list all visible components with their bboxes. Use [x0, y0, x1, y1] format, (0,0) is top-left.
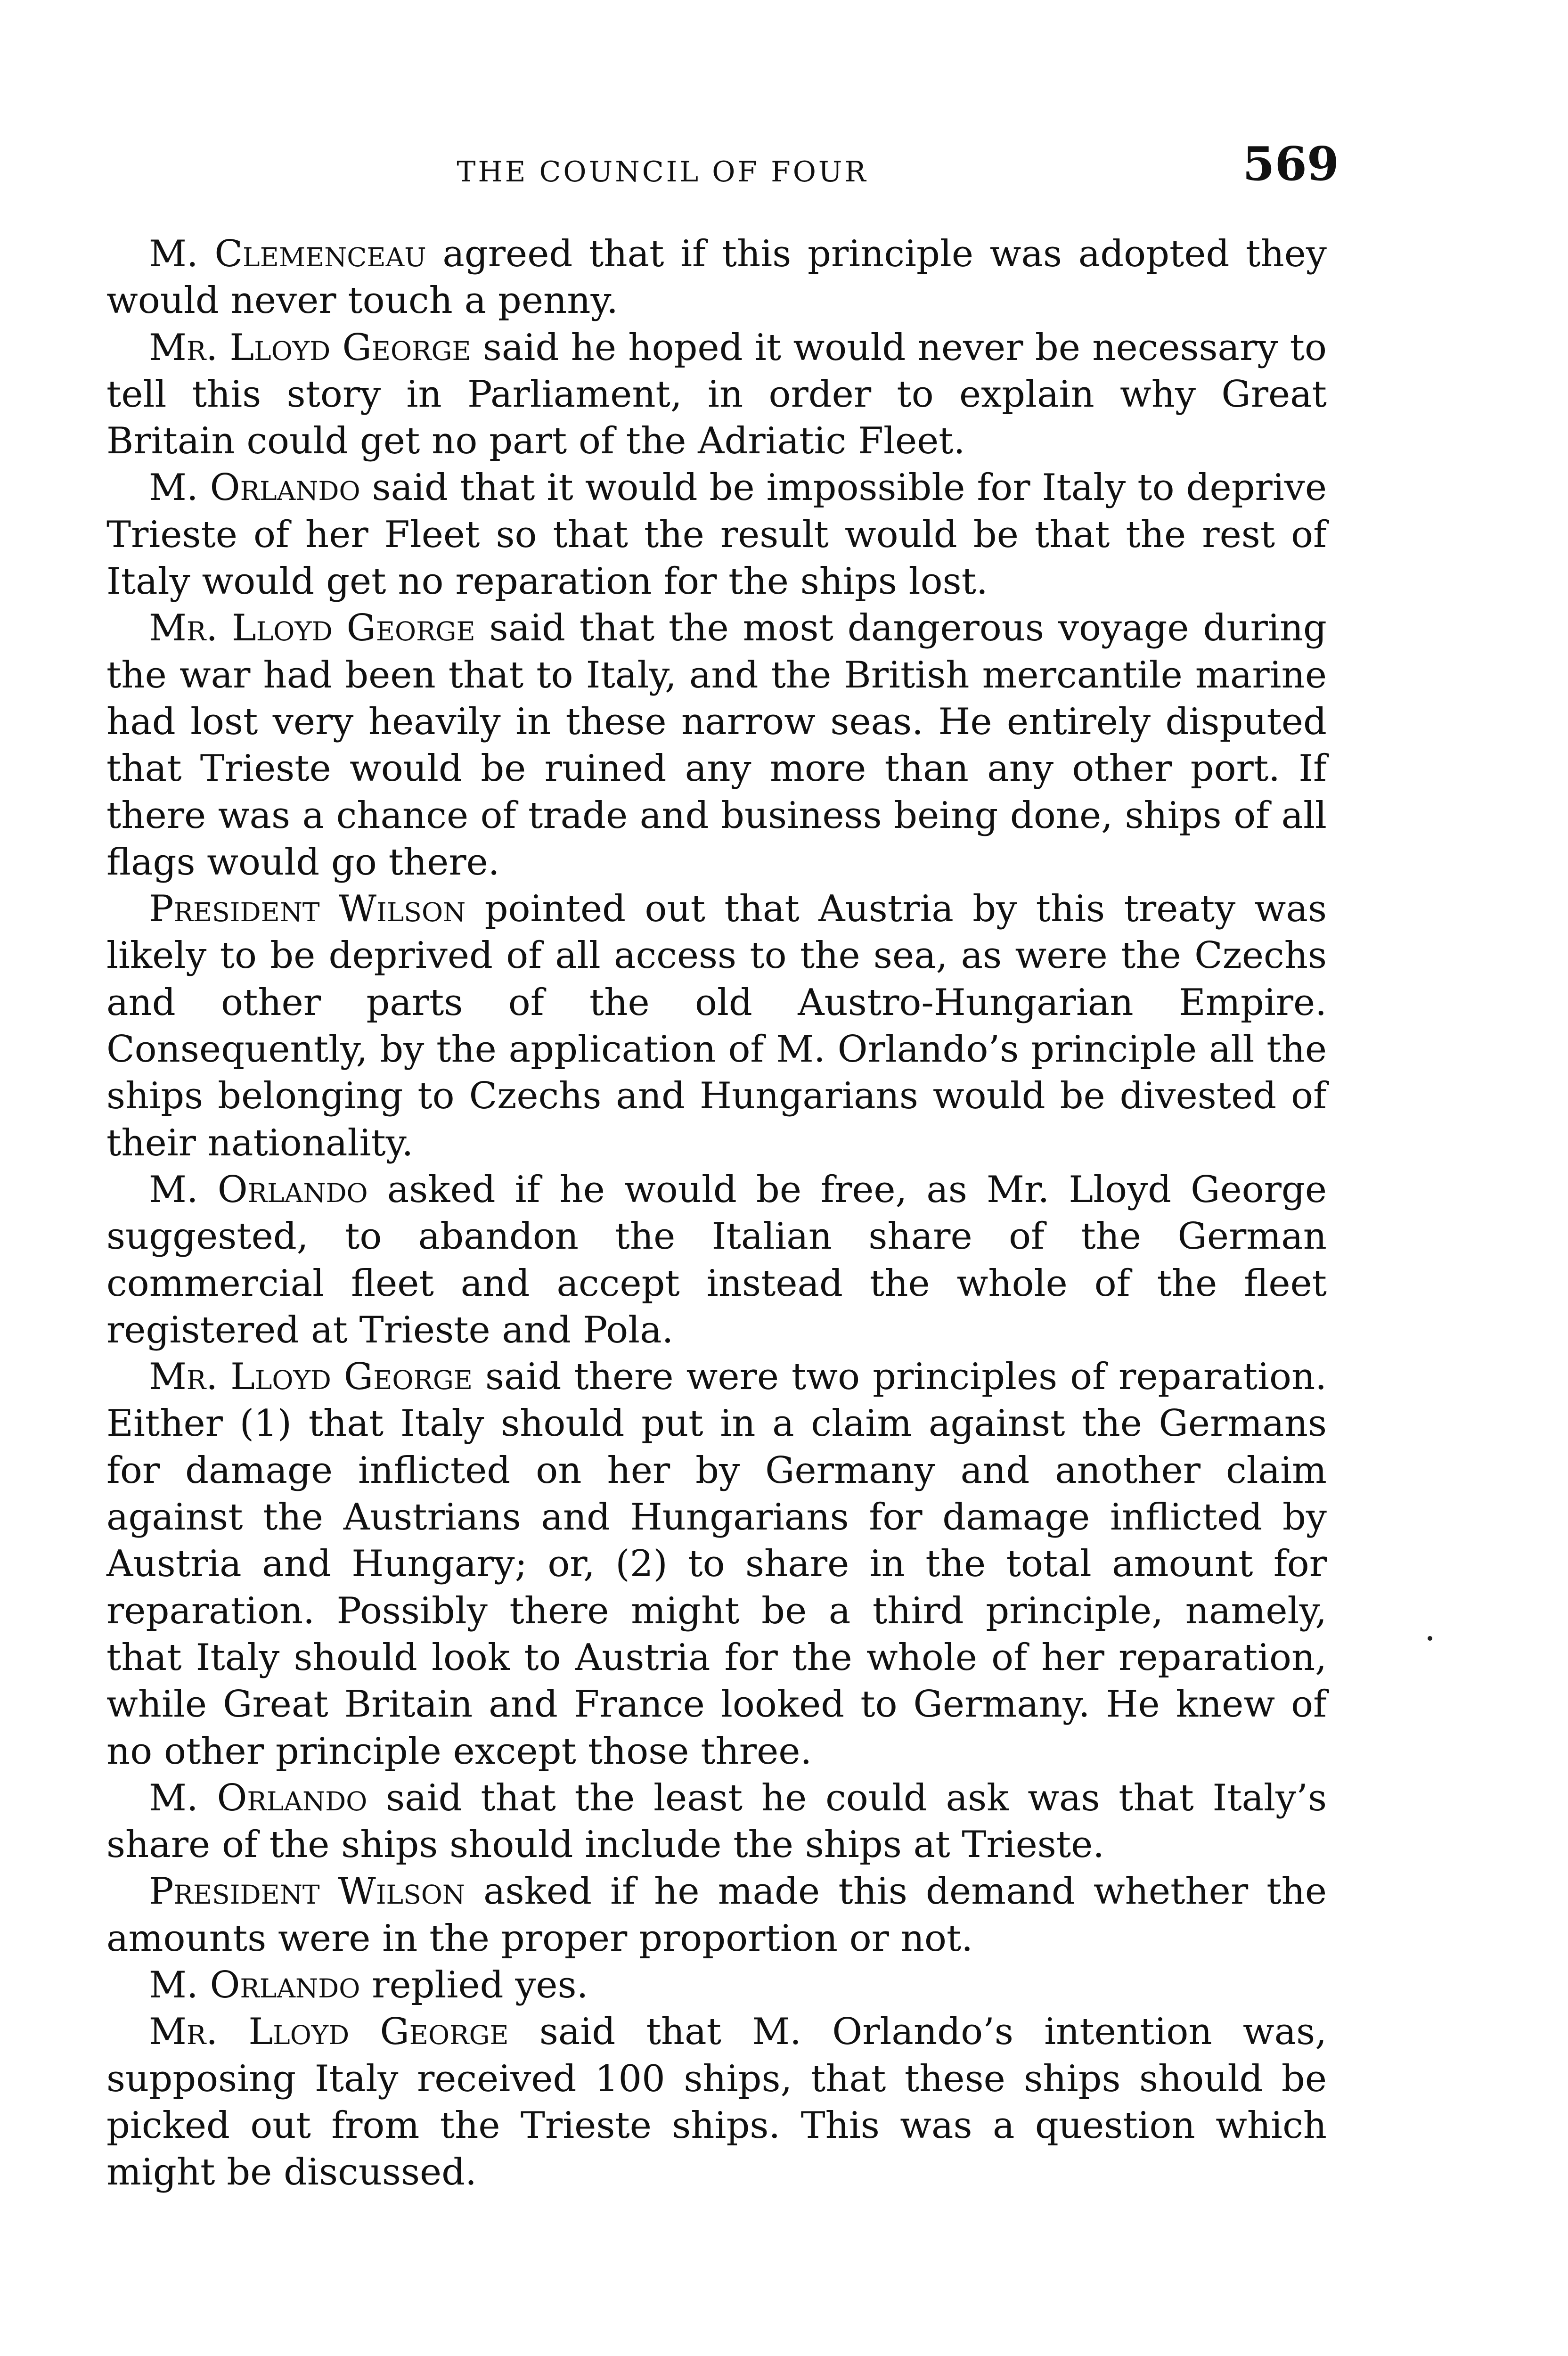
speaker-name: M. Orlando — [149, 1168, 368, 1211]
paragraph-text: said there were two principles of reparation. Either (1) that Italy should put in a claim against the Germans for damage inflicted on her by Germany and another claim against the Austrians and Hungarians for damage inflicted by Austria and Hungary; or, (2) to share in the total amount for reparation. Possibly there might be a third principle, namely, that Italy should look to Austria for the whole of her reparation, while Great Britain and France looked to Germany. He knew of no other principle except those three. — [106, 1356, 1327, 1773]
paragraph — [106, 2009, 1327, 2196]
page-number: 569 — [1242, 137, 1339, 191]
scan-speck — [1428, 1636, 1432, 1641]
paragraph-text: said that the most dangerous voyage during the war had been that to Italy, and the British mercantile marine had lost very heavily in these narrow seas. He entirely disputed that Trieste would be ruined any more than any other port. If there was a chance of trade and business being done, ships of all flags would go there. — [106, 607, 1327, 884]
paragraph-text: said that the least he could ask was that Italy’s share of the ships should include the ships at Trieste. — [106, 1776, 1327, 1866]
speaker-name: Mr. Lloyd George — [149, 1356, 473, 1399]
paragraph-text: asked if he would be free, as Mr. Lloyd George suggested, to abandon the Italian share of the German commercial fleet and accept instead the whole of the fleet registered at Trieste and Pola. — [106, 1168, 1327, 1351]
speaker-name: M. Orlando — [149, 1776, 368, 1819]
paragraph — [106, 325, 1327, 465]
body-text — [106, 231, 1327, 2196]
paragraph — [106, 886, 1327, 1167]
speaker-name: M. Orlando — [149, 1963, 360, 2006]
paragraph-text: replied yes. — [360, 1963, 588, 2006]
speaker-name: Mr. Lloyd George — [149, 2011, 509, 2053]
paragraph-text: asked if he made this demand whether the amounts were in the proper proportion or not. — [106, 1870, 1327, 1960]
paragraph — [106, 1354, 1327, 1775]
paragraph-text: pointed out that Austria by this treaty was likely to be deprived of all access to the sea, as were the Czechs and other parts of the old Austro-Hungarian Empire. Consequently, by the application of M. Orlando’s principle all the ships belonging to Czechs and Hungarians would be divested of their nationality. — [106, 888, 1327, 1164]
paragraph — [106, 1167, 1327, 1354]
speaker-name: President Wilson — [149, 1870, 465, 1913]
running-head — [106, 137, 1339, 193]
paragraph-text: said that M. Orlando’s intention was, supposing Italy received 100 ships, that these ships should be picked out from the Trieste ships. This was a question which might be discussed. — [106, 2011, 1327, 2194]
speaker-name: President Wilson — [149, 888, 466, 931]
speaker-name: Mr. Lloyd George — [149, 326, 471, 369]
paragraph — [106, 231, 1327, 325]
paragraph — [106, 605, 1327, 886]
paragraph — [106, 1962, 1327, 2009]
paragraph-text: said he hoped it would never be necessary to tell this story in Parliament, in order to explain why Great Britain could get no part of the Adriatic Fleet. — [106, 326, 1327, 463]
paragraph-text: agreed that if this principle was adopted they would never touch a penny. — [106, 233, 1327, 322]
speaker-name: Mr. Lloyd George — [149, 607, 475, 650]
running-title: THE COUNCIL OF FOUR — [457, 155, 868, 188]
paragraph — [106, 465, 1327, 605]
paragraph — [106, 1868, 1327, 1962]
paragraph — [106, 1775, 1327, 1869]
speaker-name: M. Orlando — [149, 466, 360, 509]
speaker-name: M. Clemenceau — [149, 233, 426, 275]
paragraph-text: said that it would be impossible for Italy to deprive Trieste of her Fleet so that the result would be that the rest of Italy would get no reparation for the ships lost. — [106, 466, 1327, 603]
